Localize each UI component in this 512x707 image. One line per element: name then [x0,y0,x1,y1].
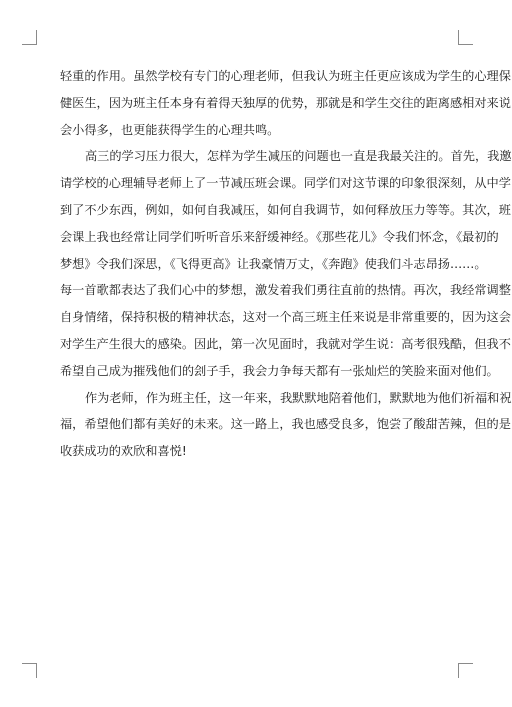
text-line: 梦想》令我们深思，《飞得更高》让我豪情万丈，《奔跑》使我们斗志昂扬……。 [60,256,487,271]
text-line: 作为老师，作为班主任，这一年来，我默默地陪着他们，默默地为他们祈福和祝 [85,390,512,405]
crop-mark-bottom-left [22,663,37,678]
text-line: 请学校的心理辅导老师上了一节减压班会课。同学们对这节课的印象很深刻，从中学 [60,176,511,191]
text-line: 会小得多，也更能获得学生的心理共鸣。 [60,122,280,137]
text-line: 健医生，因为班主任本身有着得天独厚的优势，那就是和学生交往的距离感相对来说 [60,95,511,110]
paragraph-2 [60,143,512,384]
text-line: 自身情绪，保持积极的精神状态，这对一个高三班主任来说是非常重要的，因为这会 [60,310,511,325]
text-line: 希望自己成为摧残他们的刽子手，我会力争每天都有一张灿烂的笑脸来面对他们。 [60,363,499,378]
text-line: 对学生产生很大的感染。因此，第一次见面时，我就对学生说：高考很残酷，但我不 [60,336,511,351]
crop-mark-top-right [458,30,473,45]
paragraph-1 [60,63,511,143]
text-line: 会课上我也经常让同学们听听音乐来舒缓神经。《那些花儿》令我们怀念，《最初的 [60,229,499,244]
text-line: 到了不少东西，例如，如何自我减压，如何自我调节，如何释放压力等等。其次，班 [60,202,511,217]
text-line: 收获成功的欢欣和喜悦! [60,444,187,459]
crop-mark-top-left [22,30,37,45]
text-line: 高三的学习压力很大，怎样为学生减压的问题也一直是我最关注的。首先，我邀 [85,149,512,164]
text-line: 每一首歌都表达了我们心中的梦想，激发着我们勇往直前的热情。再次，我经常调整 [60,283,511,298]
paragraph-3 [60,385,512,465]
document-body [60,63,512,465]
text-line: 福，希望他们都有美好的未来。这一路上，我也感受良多，饱尝了酸甜苦辣，但的是 [60,417,511,432]
crop-mark-bottom-right [458,663,473,678]
text-line: 轻重的作用。虽然学校有专门的心理老师，但我认为班主任更应该成为学生的心理保 [60,69,511,83]
